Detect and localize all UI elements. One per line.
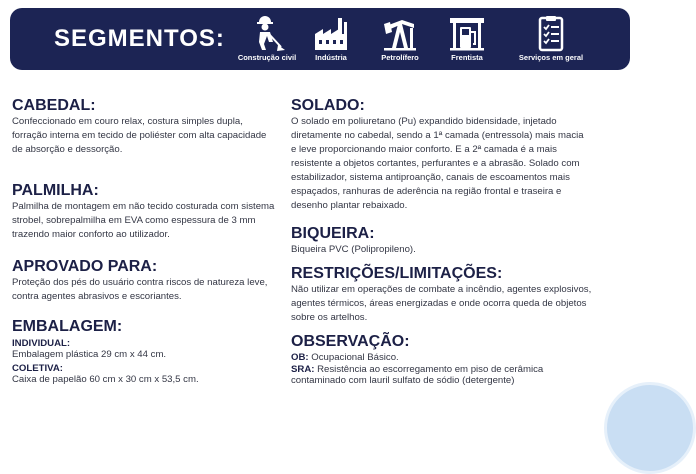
section-heading: RESTRIÇÕES/LIMITAÇÕES: <box>291 265 503 282</box>
body-line: resistente a objetos cortantes, perfurantes e a abrasão. Solado com <box>291 158 580 169</box>
segment-petrolifero <box>364 14 436 62</box>
body-line: diretamente no cabedal, sendo a 1ª camada (entressola) mais macia <box>291 130 584 141</box>
segment-label: Serviços em geral <box>518 53 584 62</box>
segment-label: Construção civil <box>237 53 297 62</box>
individual-text: Embalagem plástica 29 cm x 44 cm. <box>12 349 167 360</box>
body-line: estabilizador, sistema antiproanção, canais de escoamentos mais <box>291 172 570 183</box>
segment-construcao-civil <box>231 14 303 62</box>
sra-label: SRA: <box>291 364 315 375</box>
body-line: contra agentes abrasivos e escoriantes. <box>12 291 182 302</box>
body-line: Palmilha de montagem em não tecido costurada com sistema <box>12 201 275 212</box>
banner-title: SEGMENTOS: <box>54 25 225 52</box>
body-line: Não utilizar em operações de combate a incêndio, agentes explosivos, <box>291 284 592 295</box>
section-heading: APROVADO PARA: <box>12 258 158 275</box>
clipboard-checklist-icon <box>531 14 571 52</box>
body-line: forração interna em tecido de poliéster com alta capacidade <box>12 130 267 141</box>
section-heading: OBSERVAÇÃO: <box>291 333 410 350</box>
gas-station-icon <box>447 14 487 52</box>
body-line: Proteção dos pés do usuário contra riscos de natureza leve, <box>12 277 268 288</box>
sra-text: Resistência ao escorregamento em piso de cerâmica <box>317 364 544 375</box>
body-line: e leve proporcionando maior conforto. E a 2ª camada é a mais <box>291 144 557 155</box>
segment-label: Frentista <box>451 53 483 62</box>
body-line: sobre os artelhos. <box>291 312 368 323</box>
section-biqueira <box>291 225 611 257</box>
construction-worker-icon <box>247 14 287 52</box>
section-embalagem <box>12 318 282 386</box>
section-aprovado-para <box>12 258 282 304</box>
section-heading: PALMILHA: <box>12 182 99 199</box>
sra-line <box>291 364 611 375</box>
section-solado <box>291 97 611 213</box>
segment-label: Indústria <box>315 53 347 62</box>
decorative-circle <box>604 382 696 474</box>
body-line: agentes térmicos, áreas energizadas e onde ocorra queda de objetos <box>291 298 587 309</box>
section-observacao <box>291 333 611 386</box>
body-line: espaçados, ranhuras de aderência na região frontal e traseira e <box>291 186 562 197</box>
body-line: O solado em poliuretano (Pu) expandido bidensidade, injetado <box>291 116 557 127</box>
section-heading: BIQUEIRA: <box>291 225 375 242</box>
individual-label: INDIVIDUAL: <box>12 338 71 349</box>
body-line: trazendo maior conforto ao utilizador. <box>12 229 170 240</box>
segment-servicos-em-geral <box>515 14 587 62</box>
section-palmilha <box>12 182 282 242</box>
sra-line: contaminado com lauril sulfato de sódio (detergente) <box>291 375 515 386</box>
segment-frentista <box>431 14 503 62</box>
factory-icon <box>311 14 351 52</box>
oil-pump-icon <box>380 14 420 52</box>
coletiva-label: COLETIVA: <box>12 363 63 374</box>
body-line: desenho plantar rebaixado. <box>291 200 408 211</box>
segments-banner <box>10 8 630 70</box>
section-heading: SOLADO: <box>291 97 365 114</box>
section-restricoes <box>291 265 611 325</box>
segment-industria <box>295 14 367 62</box>
section-heading: CABEDAL: <box>12 97 96 114</box>
body-line: Biqueira PVC (Polipropileno). <box>291 244 416 255</box>
section-heading: EMBALAGEM: <box>12 318 123 335</box>
section-cabedal <box>12 97 282 157</box>
ob-line <box>291 351 611 364</box>
ob-text: Ocupacional Básico. <box>311 352 399 363</box>
coletiva-text: Caixa de papelão 60 cm x 30 cm x 53,5 cm. <box>12 374 199 385</box>
body-line: strobel, sobrepalmilha em EVA como espessura de 3 mm <box>12 215 256 226</box>
segment-label: Petrolífero <box>381 53 419 62</box>
body-line: de absorção e dessorção. <box>12 144 123 155</box>
ob-label: OB: <box>291 352 309 363</box>
body-line: Confeccionado em couro relax, costura simples dupla, <box>12 116 243 127</box>
